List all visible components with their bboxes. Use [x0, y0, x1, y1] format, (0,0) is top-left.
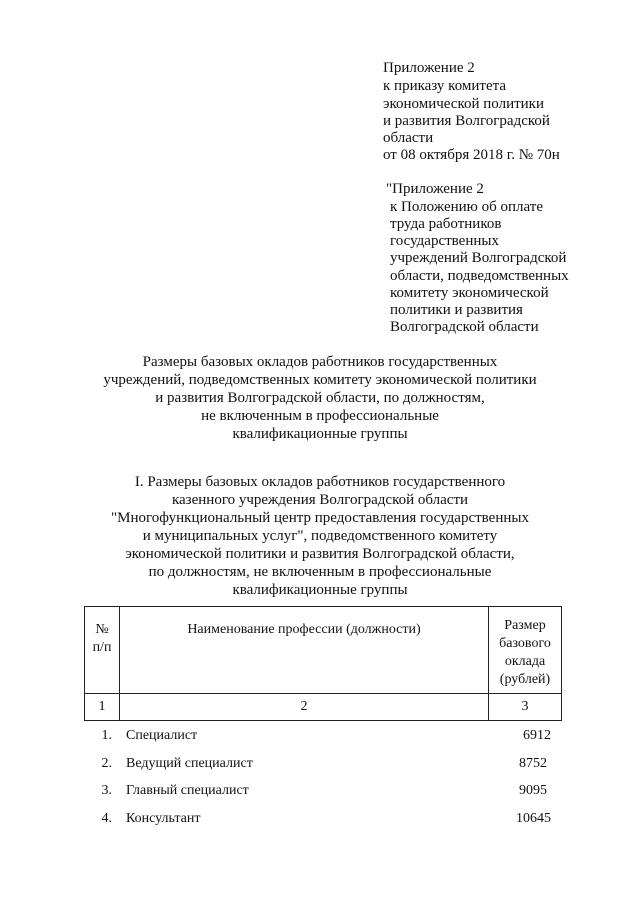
title-line: Размеры базовых окладов работников государственных: [142, 354, 498, 370]
row-salary: 8752: [519, 756, 547, 771]
column-number: 3: [521, 699, 529, 714]
regulation-line: "Приложение 2: [386, 181, 484, 197]
regulation-line: комитету экономической: [390, 285, 549, 301]
column-number: 2: [300, 699, 308, 714]
section-line: казенного учреждения Волгоградской области: [171, 492, 469, 508]
header-salary-line: (рублей): [499, 672, 551, 687]
appendix-line: от 08 октября 2018 г. № 70н: [383, 147, 560, 163]
table-right-rule: [561, 606, 562, 721]
header-num-line: п/п: [92, 640, 112, 655]
row-number: 3.: [101, 783, 112, 798]
regulation-line: области, подведомственных: [390, 268, 569, 284]
title-line: не включенным в профессиональные: [201, 408, 439, 424]
regulation-line: к Положению об оплате: [390, 199, 543, 215]
header-num-line: №: [95, 622, 109, 637]
section-line: "Многофункциональный центр предоставления государственных: [111, 510, 529, 526]
section-line: по должностям, не включенным в профессиональные: [148, 564, 492, 580]
column-number: 1: [98, 699, 106, 714]
table-header-rule: [84, 693, 562, 694]
row-number: 2.: [101, 756, 112, 771]
appendix-line: экономической политики: [383, 96, 545, 112]
section-line: экономической политики и развития Волгоградской области,: [125, 546, 515, 562]
row-position: Главный специалист: [126, 783, 249, 798]
regulation-line: труда работников: [390, 216, 502, 232]
row-position: Консультант: [126, 811, 201, 826]
row-salary: 6912: [523, 728, 551, 743]
row-salary: 9095: [519, 783, 547, 798]
title-line: учреждений, подведомственных комитету экономической политики: [103, 372, 537, 388]
section-line: и муниципальных услуг", подведомственного комитету: [142, 528, 498, 544]
header-name: Наименование профессии (должности): [187, 622, 421, 637]
regulation-line: государственных: [390, 233, 499, 249]
row-position: Ведущий специалист: [126, 756, 253, 771]
table-number-row-rule: [84, 720, 562, 721]
appendix-line: области: [383, 130, 434, 146]
header-salary-line: оклада: [504, 654, 546, 669]
section-line: квалификационные группы: [232, 582, 408, 598]
regulation-line: учреждений Волгоградской: [390, 250, 567, 266]
row-position: Специалист: [126, 728, 198, 743]
row-salary: 10645: [516, 811, 551, 826]
regulation-line: Волгоградской области: [390, 319, 539, 335]
table-top-rule: [84, 606, 562, 607]
appendix-line: и развития Волгоградской: [383, 113, 550, 129]
appendix-line: к приказу комитета: [383, 78, 507, 94]
header-salary-line: Размер: [504, 618, 546, 633]
header-salary-line: базового: [499, 636, 551, 651]
row-number: 1.: [101, 728, 112, 743]
section-line: I. Размеры базовых окладов работников государственного: [134, 474, 506, 490]
appendix-line: Приложение 2: [383, 60, 475, 76]
title-line: квалификационные группы: [232, 426, 408, 442]
regulation-line: политики и развития: [390, 302, 523, 318]
row-number: 4.: [101, 811, 112, 826]
title-line: и развития Волгоградской области, по должностям,: [155, 390, 485, 406]
